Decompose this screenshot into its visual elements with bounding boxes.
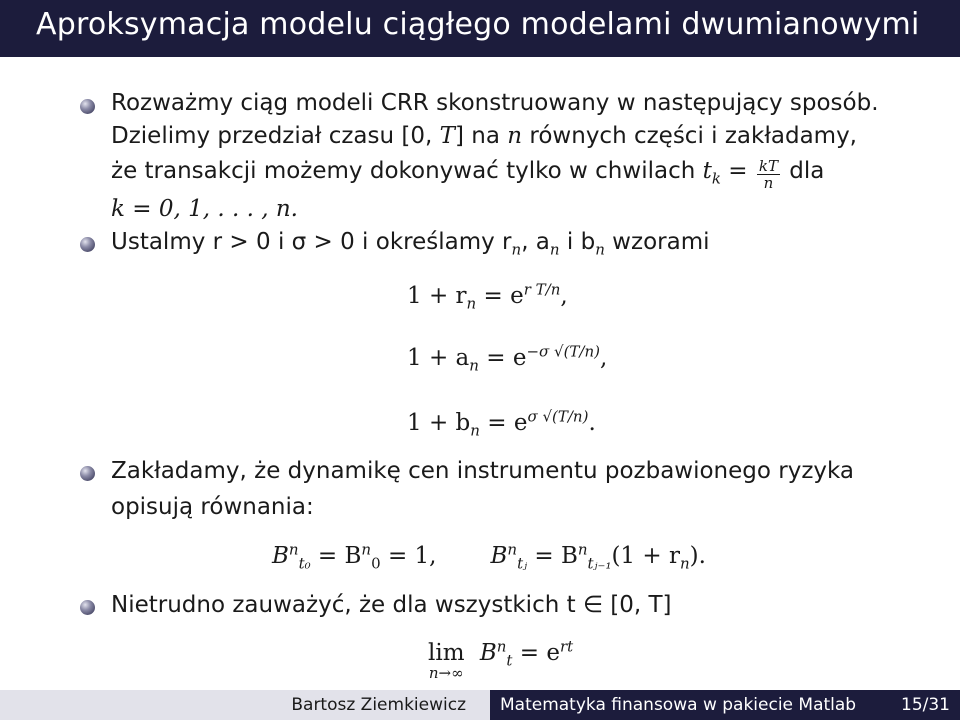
equation-limit xyxy=(428,637,574,682)
eq-sup: n xyxy=(507,540,518,559)
bullet-marker-4 xyxy=(80,600,95,615)
text-segment: równych części i zakładamy, xyxy=(522,123,857,149)
fraction-numerator: kT xyxy=(758,157,778,175)
eq-sub: tⱼ xyxy=(517,554,528,573)
limit-expression xyxy=(479,637,574,670)
math-T: T xyxy=(439,123,455,149)
equation-an xyxy=(407,343,607,373)
equation-rn xyxy=(407,281,568,311)
eq-part: = 1, xyxy=(380,543,437,569)
eq-part: B xyxy=(490,543,508,569)
bullet-4-line: Nietrudno zauważyć, że dla wszystkich t ∈ [0, T] xyxy=(111,592,672,618)
eq-sup: n xyxy=(577,540,588,559)
eq-sub: 0 xyxy=(371,554,381,573)
eq-lhs: 1 + b xyxy=(407,410,471,436)
eq-sup: n xyxy=(288,540,299,559)
text-segment: , a xyxy=(521,229,550,255)
text-segment: ] na xyxy=(454,123,508,149)
eq-sup: n xyxy=(496,637,507,656)
text-segment: Dzielimy przedział czasu [0, xyxy=(111,123,440,149)
eq-sub: tⱼ₋₁ xyxy=(587,554,612,573)
equation-bn xyxy=(407,408,596,438)
footer-course-panel xyxy=(490,690,960,720)
eq-exponent: r T/n xyxy=(523,280,561,299)
footer-page-number: 15/31 xyxy=(901,695,950,715)
eq-lhs: 1 + r xyxy=(407,283,467,309)
equation-B-recurrence xyxy=(272,541,706,571)
eq-rhs: = e xyxy=(476,283,524,309)
eq-part: (1 + r xyxy=(611,543,680,569)
eq-part: = e xyxy=(512,640,560,666)
bullet-1-line-3 xyxy=(111,156,824,191)
eq-part: = B xyxy=(527,543,578,569)
text-segment: dla xyxy=(781,158,825,184)
eq-sub: t₀ xyxy=(298,554,311,573)
math-t: t xyxy=(702,158,712,184)
math-sub-k: k xyxy=(711,169,721,188)
fraction-denominator: n xyxy=(763,174,774,192)
bullet-1-line-4: k = 0, 1, . . . , n. xyxy=(111,196,298,222)
eq-rhs: = e xyxy=(478,345,527,371)
bullet-1-line-1: Rozważmy ciąg modeli CRR skonstruowany w następujący sposób. xyxy=(111,90,879,116)
footer-bar xyxy=(0,690,960,720)
limit-operator xyxy=(428,641,465,681)
eq-part: B xyxy=(479,640,497,666)
bullet-marker-3 xyxy=(80,466,95,481)
text-segment: i b xyxy=(559,229,596,255)
eq-end: , xyxy=(600,345,608,371)
math-sub-n: n xyxy=(511,240,522,259)
footer-course-title: Matematyka finansowa w pakiecie Matlab xyxy=(500,695,857,715)
footer-author: Bartosz Ziemkiewicz xyxy=(291,695,466,715)
eq-part: = B xyxy=(310,543,362,569)
eq-sub: n xyxy=(466,294,477,313)
eq-rhs: = e xyxy=(479,410,528,436)
bullet-2-line xyxy=(111,227,710,257)
eq-part: ). xyxy=(689,543,706,569)
eq-lhs: 1 + a xyxy=(407,345,470,371)
eq-sup: n xyxy=(361,540,372,559)
bullet-3-line-1: Zakładamy, że dynamikę cen instrumentu pozbawionego ryzyka xyxy=(111,458,855,484)
bullet-1-line-2 xyxy=(111,121,857,151)
slide-title: Aproksymacja modelu ciągłego modelami dwumianowymi xyxy=(36,7,920,42)
math-equals: = xyxy=(720,158,755,184)
math-sub-n: n xyxy=(595,240,605,259)
eq-sub: n xyxy=(469,356,479,375)
eq-sub: n xyxy=(470,421,480,440)
limit-label: lim xyxy=(428,640,465,666)
eq-sub: n xyxy=(679,554,690,573)
eq-sub: t xyxy=(506,651,513,670)
bullet-3-line-2: opisują równania: xyxy=(111,494,314,520)
math-sub-n: n xyxy=(549,240,560,259)
bullet-marker-2 xyxy=(80,237,95,252)
eq-end: . xyxy=(588,410,596,436)
eq-part: B xyxy=(272,543,289,569)
eq-exponent: rt xyxy=(559,637,574,656)
footer-author-panel xyxy=(0,690,490,720)
eq-exponent: −σ √(T/n) xyxy=(526,342,600,361)
math-n: n xyxy=(507,123,523,149)
fraction-kT-over-n xyxy=(757,158,780,191)
text-segment: Ustalmy r > 0 i σ > 0 i określamy r xyxy=(111,229,512,255)
bullet-marker-1 xyxy=(80,99,95,114)
text-segment: że transakcji możemy dokonywać tylko w chwilach xyxy=(111,158,703,184)
eq-end: , xyxy=(560,283,568,309)
text-segment: wzorami xyxy=(604,229,710,255)
eq-exponent: σ √(T/n) xyxy=(527,407,589,426)
limit-subscript: n→∞ xyxy=(428,664,464,682)
